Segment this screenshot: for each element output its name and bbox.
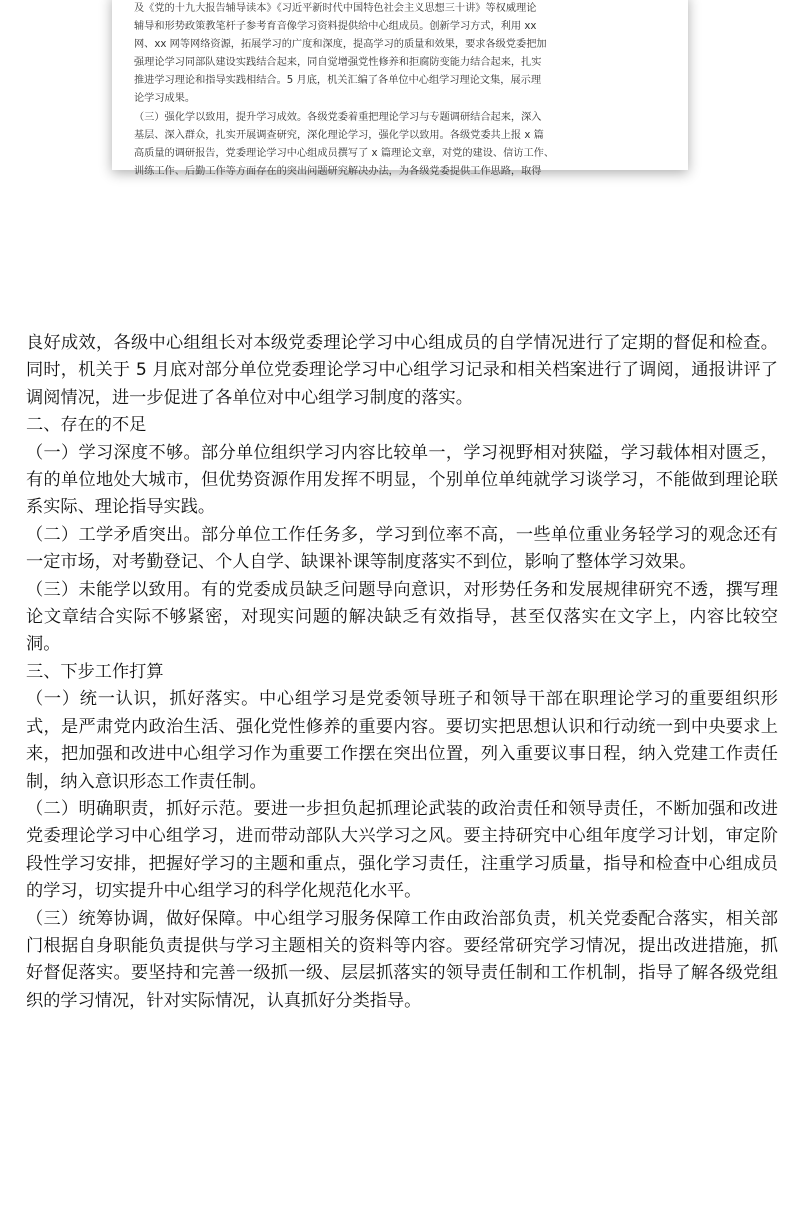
- body-paragraph: 良好成效，各级中心组组长对本级党委理论学习中心组成员的自学情况进行了定期的督促和检查。同时，机关于 5 月底对部分单位党委理论学习中心组学习记录和相关档案进行了调阅，通报讲评了调阅情况，进一步促进了各单位对中心组学习制度的落实。: [26, 333, 778, 408]
- body-paragraph: （三）未能学以致用。有的党委成员缺乏问题导向意识，对形势任务和发展规律研究不透，撰写理论文章结合实际不够紧密，对现实问题的解决缺乏有效指导，甚至仅落实在文字上，内容比较空洞。: [26, 579, 778, 655]
- preview-line: 高质量的调研报告，党委理论学习中心组成员撰写了 x 篇理论文章，对党的建设、信访工作、: [134, 147, 555, 159]
- preview-line: 训练工作、后勤工作等方面存在的突出问题研究解决办法，为各级党委提供工作思路，取得: [134, 165, 542, 177]
- body-paragraph: （一）统一认识，抓好落实。中心组学习是党委领导班子和领导干部在职理论学习的重要组织形式，是严肃党内政治生活、强化党性修养的重要内容。要切实把思想认识和行动统一到中央要求上来，把加强和改进中心组学习作为重要工作摆在突出位置，列入重要议事日程，纳入党建工作责任制，纳入意识形态工作责任制。: [26, 689, 778, 792]
- body-paragraph: （二）明确职责，抓好示范。要进一步担负起抓理论武装的政治责任和领导责任，不断加强和改进党委理论学习中心组学习，进而带动部队大兴学习之风。要主持研究中心组年度学习计划，审定阶段性学习安排，把握好学习的主题和重点，强化学习责任，注重学习质量，指导和检查中心组成员的学习，切实提升中心组学习的科学化规范化水平。: [26, 798, 778, 902]
- preview-line: 及《党的十九大报告辅导读本》《习近平新时代中国特色社会主义思想三十讲》等权威理论: [134, 3, 537, 14]
- preview-line: 推进学习理论和指导实践相结合。5 月底，机关汇编了各单位中心组学习理论文集，展示理: [134, 75, 542, 87]
- body-paragraph: （三）统筹协调，做好保障。中心组学习服务保障工作由政治部负责，机关党委配合落实，相关部门根据自身职能负责提供与学习主题相关的资料等内容。要经常研究学习情况，提出改进措施，抓好督促落实。要坚持和完善一级抓一级、层层抓落实的领导责任制和工作机制，指导了解各级党组织的学习情况，针对实际情况，认真抓好分类指导。: [26, 908, 778, 1011]
- preview-line: 辅导和形势政策教笔杆子参考育音像学习资料提供给中心组成员。创新学习方式，利用 xx: [134, 21, 537, 33]
- preview-line: 论学习成果。: [134, 93, 196, 105]
- body-paragraph: （一）学习深度不够。部分单位组织学习内容比较单一，学习视野相对狭隘，学习载体相对匮乏，有的单位地处大城市，但优势资源作用发挥不明显，个别单位单纯就学习谈学习，不能做到理论联系实际、理论指导实践。: [26, 442, 778, 518]
- preview-line: 网、xx 网等网络资源，拓展学习的广度和深度，提高学习的质量和效果，要求各级党委把加: [134, 39, 547, 51]
- section-heading: 二、存在的不足: [26, 415, 147, 436]
- preview-line: 强理论学习同部队建设实践结合起来，同自觉增强党性修养和拒腐防变能力结合起来，扎实: [134, 57, 542, 69]
- preview-line: 基层、深入群众，扎实开展调查研究，深化理论学习，强化学以致用。各级党委共上报 x 篇: [134, 129, 544, 141]
- preview-line: （三）强化学以致用，提升学习成效。各级党委着重把理论学习与专题调研结合起来，深入: [134, 111, 542, 123]
- document-preview-card: [112, 0, 688, 177]
- document-body: [26, 330, 778, 1015]
- body-paragraph: （二）工学矛盾突出。部分单位工作任务多，学习到位率不高，一些单位重业务轻学习的观念还有一定市场，对考勤登记、个人自学、缺课补课等制度落实不到位，影响了整体学习效果。: [26, 524, 778, 573]
- section-heading: 三、下步工作打算: [26, 661, 164, 682]
